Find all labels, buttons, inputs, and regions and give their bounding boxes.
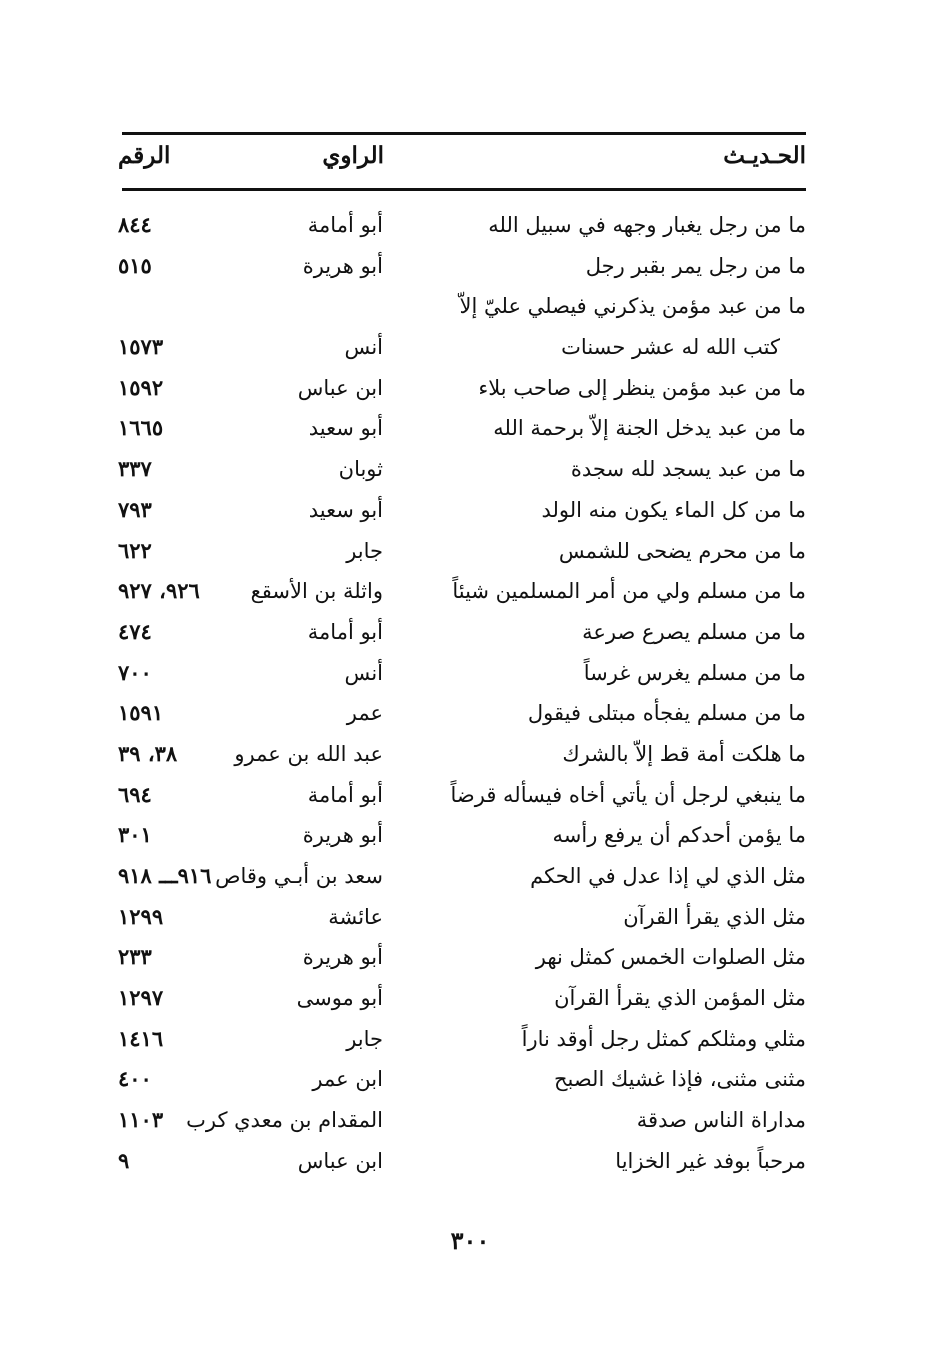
hadith-text: مثلي ومثلكم كمثل رجل أوقد ناراً <box>521 1026 806 1051</box>
narrator-name: ابن عباس <box>297 1148 383 1173</box>
table-row <box>0 533 940 574</box>
hadith-text: مثل الصلوات الخمس كمثل نهر <box>535 945 806 970</box>
table-row <box>0 980 940 1021</box>
narrator-name: أنس <box>344 335 383 360</box>
narrator-name: عبد الله بن عمرو <box>234 741 383 766</box>
header-top-rule <box>122 132 806 135</box>
table-row <box>0 1061 940 1102</box>
table-row <box>0 410 940 451</box>
table-row <box>0 288 940 329</box>
hadith-number: ٦٢٢ <box>118 537 152 563</box>
hadith-text: ما من مسلم يصرع صرعة <box>582 619 806 644</box>
hadith-number: ٩ <box>118 1147 130 1173</box>
hadith-number: ٢٣٣ <box>118 944 152 970</box>
table-row <box>0 329 940 370</box>
narrator-name: واثلة بن الأسقع <box>250 579 383 604</box>
hadith-number: ٤٧٤ <box>118 618 152 644</box>
header-bottom-rule <box>122 188 806 191</box>
narrator-name: ابن عمر <box>312 1067 383 1092</box>
narrator-name: أنس <box>344 660 383 685</box>
hadith-number: ٧٠٠ <box>118 659 152 685</box>
hadith-index-table <box>0 207 940 1184</box>
column-header-narrator: الراوي <box>322 142 384 169</box>
table-row <box>0 1143 940 1184</box>
hadith-text: مداراة الناس صدقة <box>636 1108 806 1133</box>
table-row <box>0 899 940 940</box>
hadith-number: ٦٩٤ <box>118 781 152 807</box>
hadith-number: ١١٠٣ <box>118 1107 164 1133</box>
hadith-text: ما من محرم يضحى للشمس <box>558 538 806 563</box>
hadith-text: ما هلكت أمة قط إلاّ بالشرك <box>562 741 806 766</box>
hadith-number: ٣٣٧ <box>118 456 152 482</box>
hadith-number: ٥١٥ <box>118 252 152 278</box>
table-row <box>0 492 940 533</box>
hadith-text: ما من عبد مؤمن يذكرني فيصلي عليّ إلاّ <box>459 294 806 319</box>
narrator-name: عمر <box>346 701 383 726</box>
narrator-name: أبو سعيد <box>308 416 383 441</box>
hadith-number: ٧٩٣ <box>118 496 152 522</box>
narrator-name: أبو هريرة <box>302 253 383 278</box>
hadith-text: ما من عبد يدخل الجنة إلاّ برحمة الله <box>493 416 806 441</box>
table-row <box>0 248 940 289</box>
hadith-text: ما من كل الماء يكون منه الولد <box>541 497 806 522</box>
narrator-name: المقدام بن معدي كرب <box>186 1108 383 1133</box>
hadith-number: ١٥٩١ <box>118 700 164 726</box>
hadith-text: مثل المؤمن الذي يقرأ القرآن <box>554 986 806 1011</box>
narrator-name: عائشة <box>328 904 383 929</box>
hadith-number: ١٢٩٩ <box>118 903 164 929</box>
hadith-number: ٩١٦ـــ ٩١٨ <box>118 863 212 888</box>
hadith-number: ٩٢٦، ٩٢٧ <box>118 578 200 604</box>
hadith-text: كتب الله له عشر حسنات <box>561 335 780 360</box>
hadith-number: ١٥٩٢ <box>118 374 164 400</box>
hadith-text: ما يؤمن أحدكم أن يرفع رأسه <box>552 823 806 848</box>
hadith-number: ١٢٩٧ <box>118 985 164 1011</box>
hadith-text: ما ينبغي لرجل أن يأتي أخاه فيسأله قرضاً <box>450 782 806 807</box>
table-row <box>0 858 940 899</box>
hadith-text: مثل الذي يقرأ القرآن <box>623 904 806 929</box>
table-row <box>0 614 940 655</box>
hadith-number: ٣٨، ٣٩ <box>118 740 178 766</box>
hadith-text: ما من مسلم ولي من أمر المسلمين شيئاً <box>452 579 806 604</box>
table-row <box>0 736 940 777</box>
hadith-text: ما من رجل يمر بقبر رجل <box>585 253 806 278</box>
narrator-name: أبو سعيد <box>308 497 383 522</box>
narrator-name: أبو أمامة <box>307 619 383 644</box>
narrator-name: أبو موسى <box>296 986 383 1011</box>
hadith-number: ٤٠٠ <box>118 1066 152 1092</box>
hadith-number: ١٤١٦ <box>118 1025 164 1051</box>
hadith-number: ١٦٦٥ <box>118 415 164 441</box>
table-row <box>0 817 940 858</box>
table-row <box>0 695 940 736</box>
column-header-number: الرقم <box>118 142 171 169</box>
table-row <box>0 1021 940 1062</box>
narrator-name: ابن عباس <box>297 375 383 400</box>
hadith-text: مثل الذي لي إذا عدل في الحكم <box>530 864 806 888</box>
table-row <box>0 655 940 696</box>
page-number: ٣٠٠ <box>450 1226 490 1255</box>
hadith-number: ٣٠١ <box>118 822 152 848</box>
hadith-number: ٨٤٤ <box>118 212 152 237</box>
table-row <box>0 573 940 614</box>
narrator-name: أبو هريرة <box>302 823 383 848</box>
narrator-name: سعد بن أبـي وقاص <box>215 864 383 888</box>
hadith-text: ما من مسلم يفجأه مبتلى فيقول <box>527 701 806 726</box>
hadith-text: ما من عبد يسجد لله سجدة <box>570 457 806 482</box>
table-row <box>0 451 940 492</box>
hadith-number: ١٥٧٣ <box>118 334 164 360</box>
hadith-text: مثنى مثنى، فإذا غشيك الصبح <box>553 1067 806 1092</box>
table-row <box>0 777 940 818</box>
narrator-name: جابر <box>346 538 383 563</box>
narrator-name: أبو هريرة <box>302 945 383 970</box>
hadith-text: ما من رجل يغبار وجهه في سبيل الله <box>488 213 806 237</box>
narrator-name: أبو أمامة <box>307 213 383 237</box>
narrator-name: ثوبان <box>338 457 383 482</box>
hadith-text: ما من عبد مؤمن ينظر إلى صاحب بلاء <box>478 375 806 400</box>
hadith-text: ما من مسلم يغرس غرساً <box>583 660 806 685</box>
column-header-hadith: الحـديـث <box>723 142 806 169</box>
table-row <box>0 207 940 248</box>
table-row <box>0 1102 940 1143</box>
hadith-text: مرحباً بوفد غير الخزايا <box>615 1148 806 1173</box>
narrator-name: أبو أمامة <box>307 782 383 807</box>
table-row <box>0 939 940 980</box>
narrator-name: جابر <box>346 1026 383 1051</box>
table-row <box>0 370 940 411</box>
